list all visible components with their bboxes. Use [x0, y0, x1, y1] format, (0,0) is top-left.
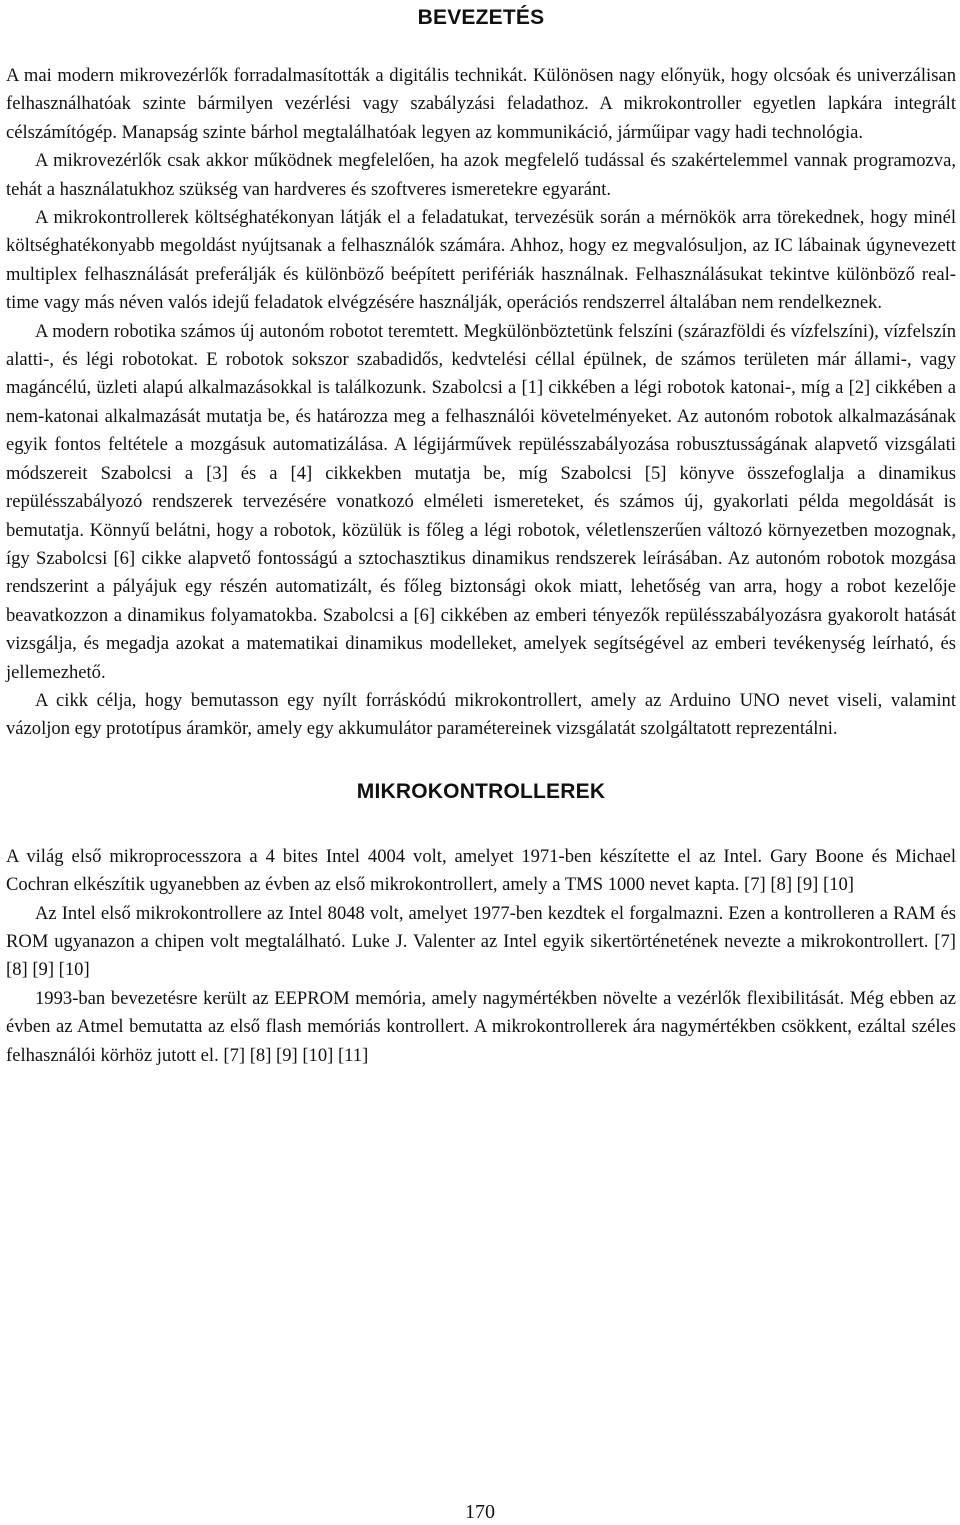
paragraph-history-eeprom: 1993-ban bevezetésre került az EEPROM memória, amely nagymértékben növelte a vezérlők flexibilitását. Még ebben az évben az Atmel bemutatta az első flash memóriás kontrollert. A mikrokontrollerek ára nagymértékben csökkent, ezáltal széles felhasználói körhöz jutott el. [7] [8] [9] [10] [11] [6, 987, 956, 1066]
paragraph-cost-efficiency: A mikrokontrollerek költséghatékonyan látják el a feladatukat, tervezésük során a mérnökök arra törekednek, hogy minél költséghatékonyabb megoldást nyújtsanak a felhasználók számára. Ahhoz, hogy ez megvalósuljon, az IC lábainak úgynevezett multiplex felhasználását preferálják és különböző beépített perifériák használnak. Felhasználásukat tekintve különböző real-time vagy más néven valós idejű feladatok elvégzésére használják, operációs rendszerrel általában nem rendelkeznek. [6, 207, 956, 314]
paragraph-article-goal: A cikk célja, hogy bemutasson egy nyílt forráskódú mikrokontrollert, amely az Arduino UNO nevet viseli, valamint vázoljon egy prototípus áramkör, amely egy akkumulátor paramétereinek vizsgálatát szolgáltatott reprezentálni. [6, 689, 956, 740]
page-content [6, 4, 956, 1070]
paragraph-history-intel-8048: Az Intel első mikrokontrollere az Intel 8048 volt, amelyet 1977-ben kezdtek el forgalmazni. Ezen a kontrolleren a RAM és ROM ugyanazon a chipen volt megtalálható. Luke J. Valenter az Intel egyik sikertörténetének nevezte a mikrokontrollert. [7] [8] [9] [10] [6, 902, 956, 981]
paragraph-intro: A mai modern mikrovezérlők forradalmasították a digitális technikát. Különösen nagy előnyük, hogy olcsóak és univerzálisan felhasználhatóak szinte bármilyen vezérlési vagy szabályzási feladathoz. A mikrokontroller egyetlen lapkára integrált célszámítógép. Manapság szinte bárhol megtalálhatóak legyen az kommunikáció, járműipar vagy hadi technológia. [6, 65, 956, 143]
section-heading-bevezetes: BEVEZETÉS [417, 6, 545, 29]
page-number: 170 [465, 1501, 495, 1523]
paragraph-history-intel-4004: A világ első mikroprocesszora a 4 bites Intel 4004 volt, amelyet 1971-ben készítette el az Intel. Gary Boone és Michael Cochran elkészítik ugyanebben az évben az első mikrokontrollert, amely a TMS 1000 nevet kapta. [7] [8] [9] [10] [6, 845, 956, 896]
paragraph-programming: A mikrovezérlők csak akkor működnek megfelelően, ha azok megfelelő tudással és szakértelemmel vannak programozva, tehát a használatukhoz szükség van hardveres és szoftveres ismeretekre egyaránt. [6, 150, 956, 200]
paragraph-robotics: A modern robotika számos új autonóm robotot teremtett. Megkülönböztetünk felszíni (szárazföldi és vízfelszíni), vízfelszín alatti-, és légi robotokat. E robotok sokszor szabadidős, kedvtelési céllal épülnek, de számos területen már állami-, vagy magáncélú, üzleti alapú alkalmazásokkal is találkozunk. Szabolcsi a [1] cikkében a légi robotok katonai-, míg a [2] cikkében a nem-katonai alkalmazását mutatja be, és határozza meg a felhasználói követelményeket. Az autonóm robotok alkalmazásának egyik fontos feltétele a mozgásuk automatizálása. A légijárművek repülésszabályozása robusztusságának alapvető vizsgálati módszereit Szabolcsi a [3] és a [4] cikkekben mutatja be, míg Szabolcsi [5] könyve összefoglalja a dinamikus repülésszabályozó rendszerek tervezésére vonatkozó elméleti ismereteket, és számos új, gyakorlati példa megoldását is bemutatja. Könnyű belátni, hogy a robotok, közülük is főleg a légi robotok, véletlenszerűen változó környezetben mozognak, így Szabolcsi [6] cikke alapvető fontosságú a sztochasztikus dinamikus rendszerek leírásában. Az autonóm robotok mozgása rendszerint a pályájuk egy részén automatizált, és főleg biztonsági okok miatt, lehetőség van arra, hogy a robot kezelője beavatkozzon a dinamikus folyamatokba. Szabolcsi a [6] cikkében az emberi tényezők repülésszabályozásra gyakorolt hatását vizsgálja, és megadja azokat a matematikai dinamikus modelleket, amelyek segítségével az emberi tevékenység leírható, és jellemezhető. [6, 320, 956, 683]
section-heading-mikrokontrollerek: MIKROKONTROLLEREK [356, 779, 606, 803]
